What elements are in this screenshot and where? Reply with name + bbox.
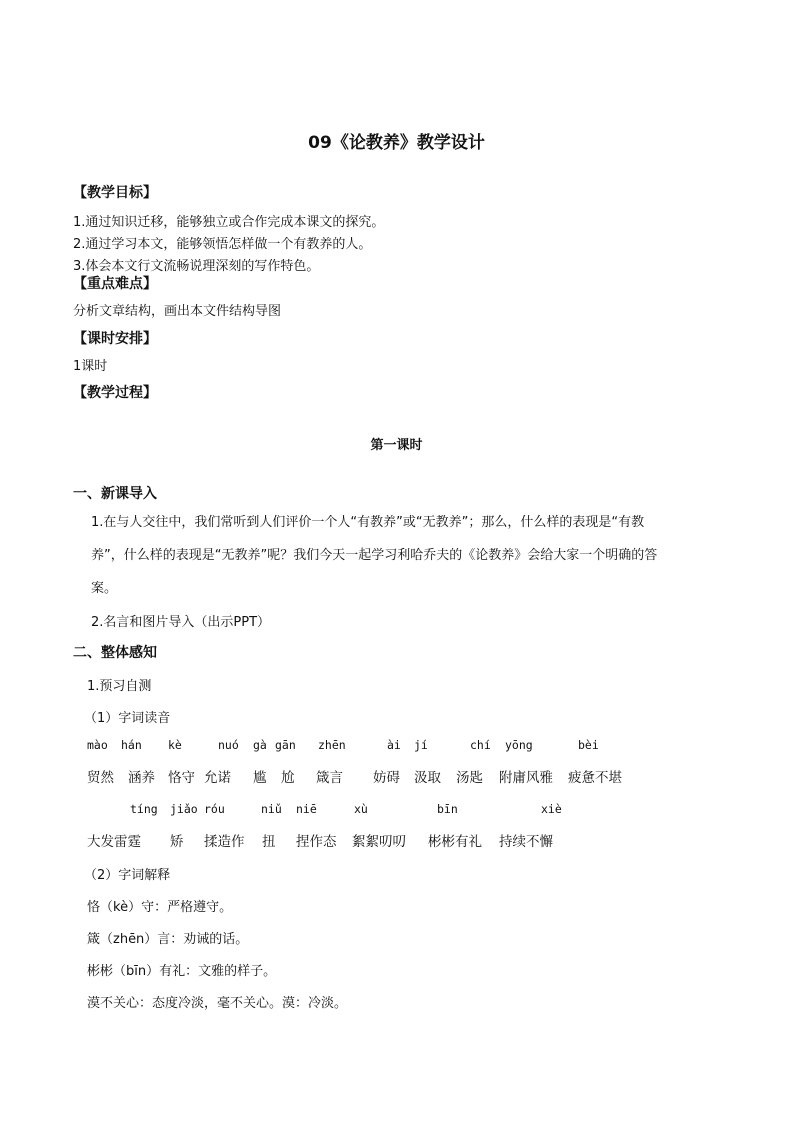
vocab-word: 允诺 bbox=[204, 770, 231, 786]
section1-heading: 一、新课导入 bbox=[73, 486, 157, 502]
key-points-text: 分析文章结构，画出本文件结构导图 bbox=[73, 304, 282, 319]
pinyin: hán bbox=[121, 738, 142, 752]
definition-4: 漠不关心：态度冷淡，毫不关心。漠：冷淡。 bbox=[87, 996, 348, 1011]
pronunciation-subheading: （1）字词读音 bbox=[84, 711, 171, 726]
pinyin: ài bbox=[387, 738, 401, 752]
definition-3: 彬彬（bīn）有礼：文雅的样子。 bbox=[87, 964, 277, 979]
pinyin: xiè bbox=[541, 802, 562, 816]
process-heading: 【教学过程】 bbox=[73, 385, 157, 401]
section2-item1: 1.预习自测 bbox=[87, 679, 152, 694]
pinyin: jiǎo bbox=[170, 802, 198, 816]
vocab-word: 疲惫不堪 bbox=[568, 770, 622, 786]
section1-item1-line2: 养”，什么样的表现是“无教养”呢？我们今天一起学习利哈乔夫的《论教养》会给大家一个明确的答 bbox=[91, 548, 658, 563]
pinyin: bèi bbox=[578, 738, 599, 752]
objectives-heading: 【教学目标】 bbox=[73, 185, 157, 201]
document-title: 09《论教养》教学设计 bbox=[308, 133, 485, 153]
vocab-word: 汲取 bbox=[414, 770, 441, 786]
section2-heading: 二、整体感知 bbox=[73, 645, 157, 661]
vocab-word: 箴言 bbox=[316, 770, 343, 786]
vocab-word: 恪守 bbox=[168, 770, 195, 786]
definition-1: 恪（kè）守：严格遵守。 bbox=[87, 900, 233, 915]
pinyin: yōng bbox=[505, 738, 533, 752]
vocab-word: 尴 bbox=[253, 770, 267, 786]
pinyin: zhēn bbox=[318, 738, 346, 752]
key-points-heading: 【重点难点】 bbox=[73, 276, 157, 292]
pinyin: kè bbox=[168, 738, 182, 752]
section1-item1-line1: 1.在与人交往中，我们常听到人们评价一个人“有教养”或“无教养”；那么，什么样的表现是“有教 bbox=[91, 515, 645, 530]
objective-3: 3.体会本文行文流畅说理深刻的写作特色。 bbox=[73, 259, 320, 274]
lesson-title: 第一课时 bbox=[370, 438, 423, 453]
pinyin: gān bbox=[275, 738, 296, 752]
vocab-word: 大发雷霆 bbox=[87, 834, 141, 850]
vocab-word: 贸然 bbox=[87, 770, 114, 786]
section1-item1-line3: 案。 bbox=[91, 581, 118, 596]
schedule-text: 1课时 bbox=[73, 359, 108, 374]
pinyin: mào bbox=[87, 738, 108, 752]
pinyin: niē bbox=[296, 802, 317, 816]
vocab-word: 彬彬有礼 bbox=[428, 834, 482, 850]
vocab-word: 絮絮叨叨 bbox=[352, 834, 406, 850]
definition-2: 箴（zhēn）言：劝诫的话。 bbox=[87, 932, 249, 947]
pinyin: chí bbox=[470, 738, 491, 752]
vocab-word: 扭 bbox=[262, 834, 276, 850]
section1-item2: 2.名言和图片导入（出示PPT） bbox=[91, 615, 271, 630]
pinyin: tíng bbox=[130, 802, 158, 816]
vocab-word: 持续不懈 bbox=[499, 834, 553, 850]
vocab-word: 矫 bbox=[170, 834, 184, 850]
pinyin: jí bbox=[414, 738, 428, 752]
schedule-heading: 【课时安排】 bbox=[73, 331, 157, 347]
vocab-word: 汤匙 bbox=[456, 770, 483, 786]
vocab-word: 附庸风雅 bbox=[499, 770, 553, 786]
vocab-word: 涵养 bbox=[128, 770, 155, 786]
objective-1: 1.通过知识迁移，能够独立或合作完成本课文的探究。 bbox=[73, 215, 385, 230]
pinyin: bīn bbox=[437, 802, 458, 816]
vocab-word: 尬 bbox=[281, 770, 295, 786]
objective-2: 2.通过学习本文，能够领悟怎样做一个有教养的人。 bbox=[73, 237, 372, 252]
vocab-word: 捏作态 bbox=[296, 834, 337, 850]
pinyin: xù bbox=[354, 802, 368, 816]
pinyin: nuó bbox=[218, 738, 239, 752]
pinyin: gà bbox=[253, 738, 267, 752]
pinyin: róu bbox=[204, 802, 225, 816]
pinyin: niǔ bbox=[261, 802, 282, 816]
definitions-subheading: （2）字词解释 bbox=[84, 868, 171, 883]
vocab-word: 妨碍 bbox=[373, 770, 400, 786]
vocab-word: 揉造作 bbox=[204, 834, 245, 850]
